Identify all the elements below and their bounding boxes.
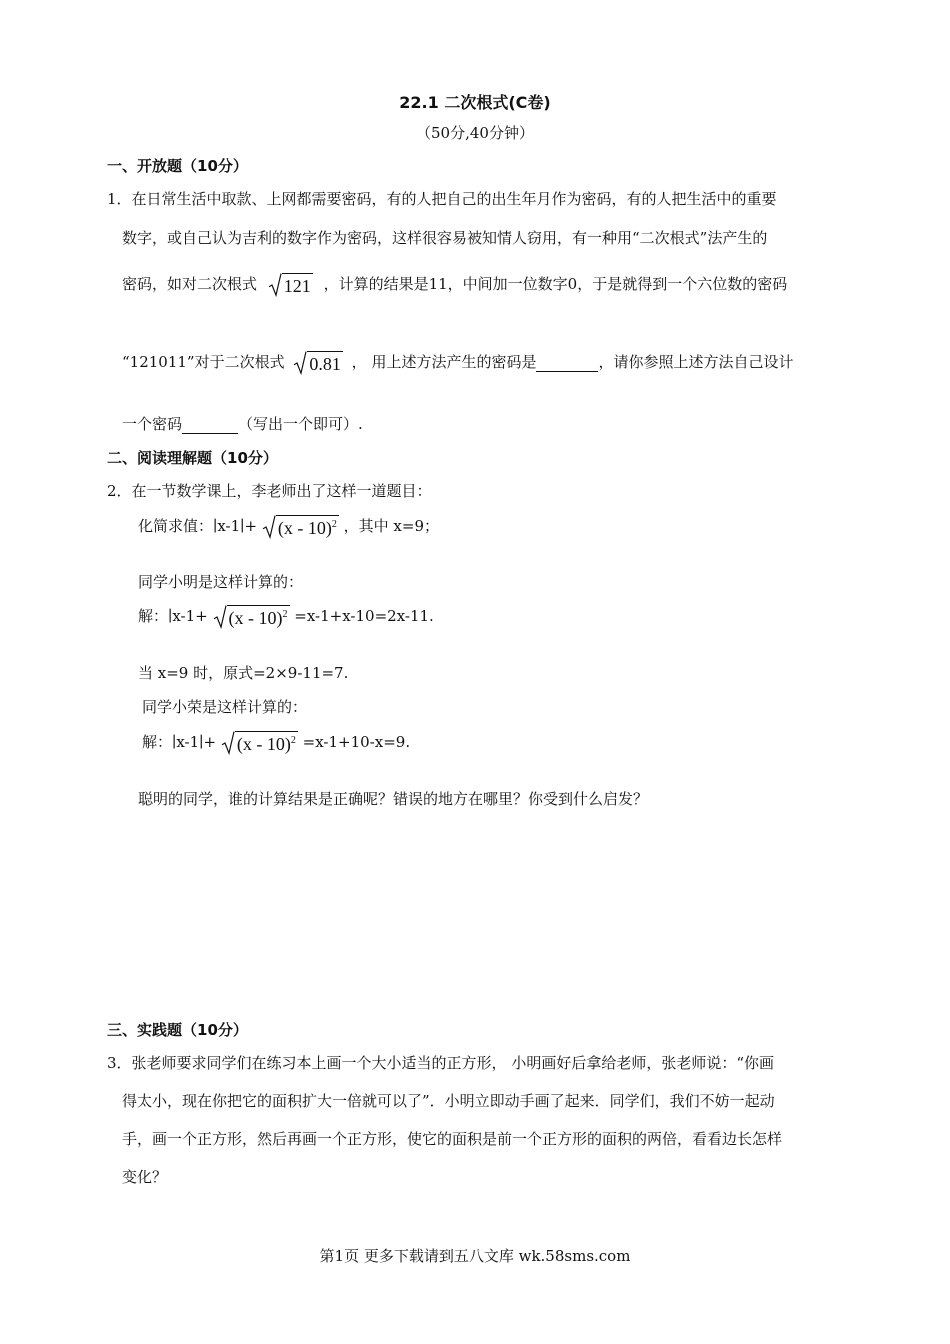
radicand-121: 121 [282, 273, 313, 297]
q2-task-pre: 化简求值：∣x-1∣+ [138, 517, 258, 535]
q1-line1: 1．在日常生活中取款、上网都需要密码，有的人把自己的出生年月作为密码，有的人把生活中的重要 [107, 190, 777, 208]
q2-rong-solution [142, 731, 410, 755]
radicand-expr: (x - 10) [236, 734, 291, 754]
page-subtitle: （50分,40分钟） [416, 124, 534, 142]
sqrt-x-minus-10-squared [221, 731, 298, 755]
q3-line4: 变化？ [122, 1168, 168, 1186]
radical-icon [262, 515, 276, 539]
sqrt-121 [268, 273, 313, 297]
q3-line3: 手，画一个正方形，然后再画一个正方形，使它的面积是前一个正方形的面积的两倍，看看边长怎样 [122, 1130, 783, 1148]
q1-line3 [122, 273, 787, 297]
answer-blank-2[interactable] [182, 415, 238, 434]
exponent: 2 [282, 609, 288, 620]
q1-line4-mid: ， 用上述方法产生的密码是 [351, 353, 537, 371]
q2-question: 聪明的同学，谁的计算结果是正确呢？错误的地方在哪里？你受到什么启发？ [138, 790, 649, 808]
q2-intro: 2．在一节数学课上，李老师出了这样一道题目： [107, 482, 432, 500]
q2-ming-result: 当 x=9 时，原式=2×9-11=7. [138, 664, 349, 682]
q1-line4 [122, 351, 793, 375]
q3-line1: 3．张老师要求同学们在练习本上画一个大小适当的正方形， 小明画好后拿给老师，张老师说：“你画 [107, 1054, 774, 1072]
q3-line2: 得太小，现在你把它的面积扩大一倍就可以了”．小明立即动手画了起来．同学们，我们不妨一起动 [122, 1092, 775, 1110]
section2-heading: 二、阅读理解题（10分） [107, 449, 278, 467]
exponent: 2 [290, 735, 296, 746]
q1-line2: 数字，或自己认为吉利的数字作为密码，这样很容易被知情人窃用，有一种用“二次根式”法产生的 [122, 229, 768, 247]
q2-rong-intro: 同学小荣是这样计算的： [142, 698, 308, 716]
radical-icon [268, 273, 282, 297]
q1-line5-post: （写出一个即可）. [238, 415, 363, 433]
q1-line5 [122, 413, 363, 434]
q2-rong-pre: 解：∣x-1∣+ [142, 733, 217, 751]
section1-heading: 一、开放题（10分） [107, 157, 248, 175]
q2-rong-post: =x-1+10-x=9. [302, 733, 411, 751]
q1-line3-pre: 密码，如对二次根式 [122, 275, 258, 293]
q1-line3-post: ，计算的结果是11，中间加一位数字0，于是就得到一个六位数的密码 [323, 275, 788, 293]
sqrt-081 [293, 351, 343, 375]
q2-task [138, 515, 439, 539]
radicand-081: 0.81 [307, 351, 343, 375]
q1-line5-pre: 一个密码 [122, 415, 183, 433]
answer-blank-1[interactable] [536, 353, 598, 372]
q2-ming-solution [138, 605, 434, 629]
section3-heading: 三、实践题（10分） [107, 1021, 248, 1039]
q1-line4-post: ，请你参照上述方法自己设计 [598, 353, 794, 371]
radical-icon [221, 731, 235, 755]
exponent: 2 [331, 519, 337, 530]
page-title: 22.1 二次根式(C卷) [399, 93, 551, 112]
radical-icon [293, 351, 307, 375]
q2-ming-pre: 解：∣x-1+ [138, 607, 208, 625]
sqrt-x-minus-10-squared [262, 515, 339, 539]
radical-icon [213, 605, 227, 629]
q1-line4-pre: “121011”对于二次根式 [122, 353, 285, 371]
q2-ming-post: =x-1+x-10=2x-11. [294, 607, 434, 625]
radicand-expr: (x - 10) [228, 608, 283, 628]
page-footer: 第1页 更多下载请到五八文库 wk.58sms.com [319, 1247, 631, 1265]
sqrt-x-minus-10-squared [213, 605, 290, 629]
q2-task-post: ，其中 x=9； [343, 517, 439, 535]
radicand-expr: (x - 10) [277, 518, 332, 538]
q2-ming-intro: 同学小明是这样计算的： [138, 573, 304, 591]
